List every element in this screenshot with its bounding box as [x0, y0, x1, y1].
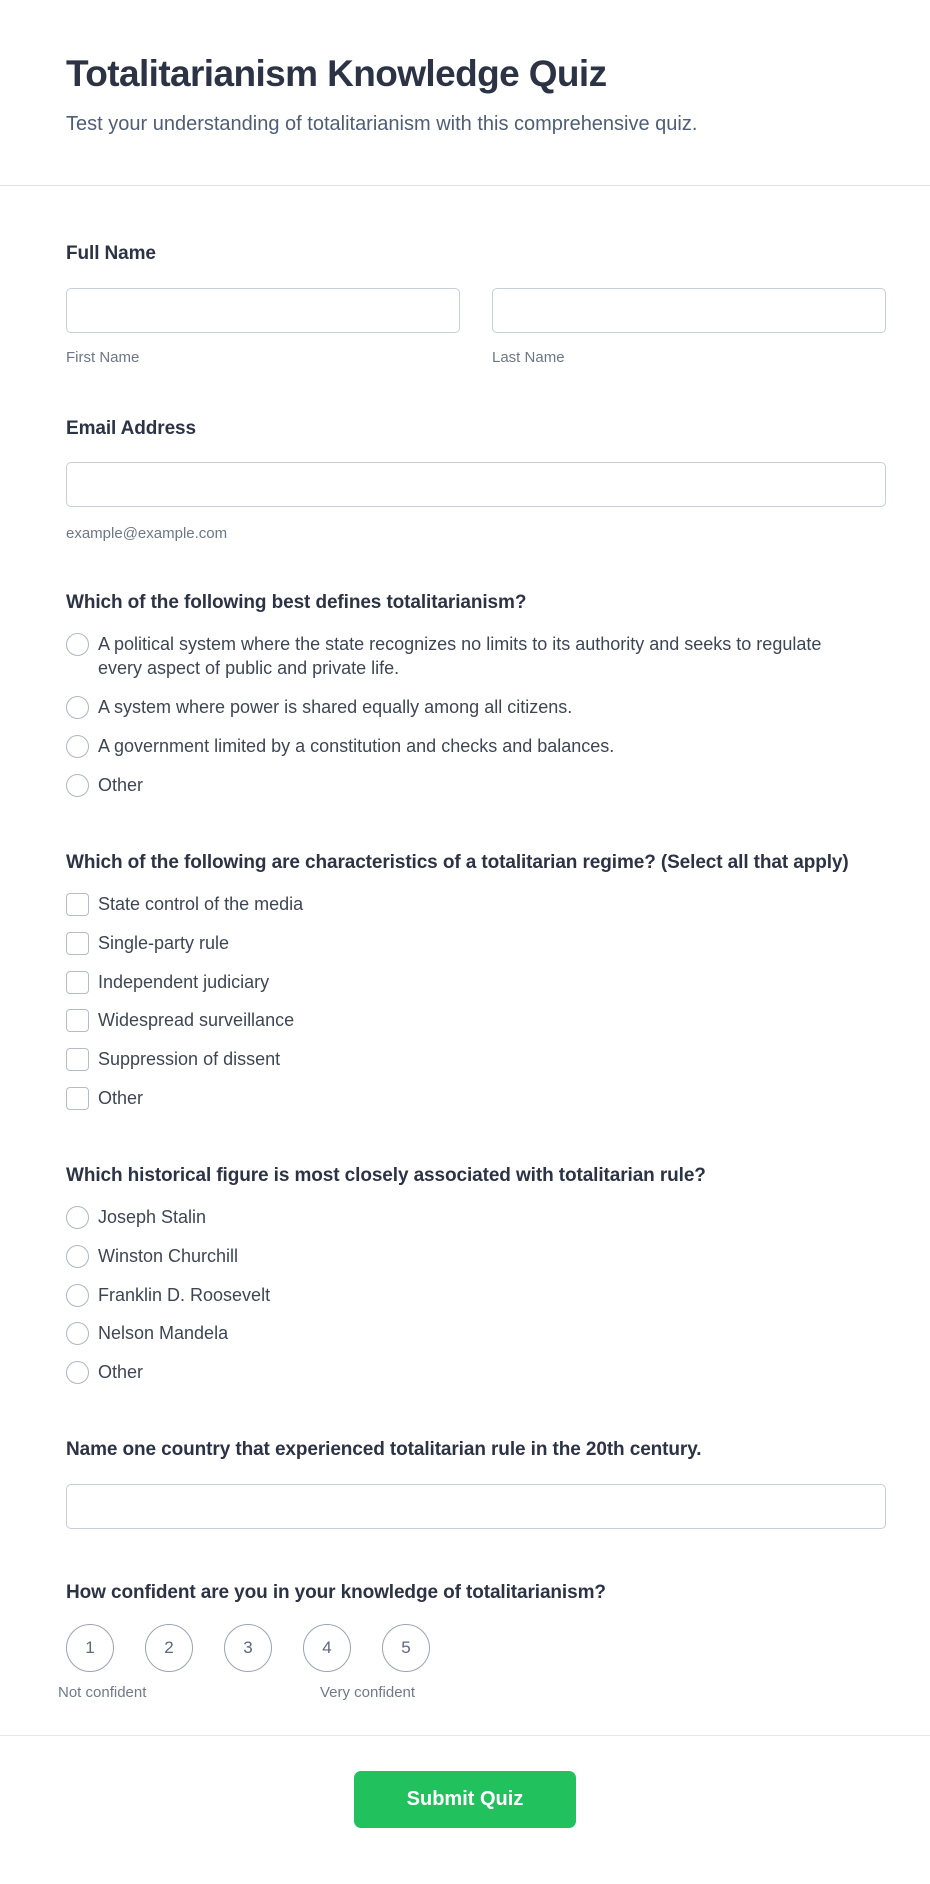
scale-option-4[interactable]: 4 — [303, 1624, 351, 1672]
option-label[interactable]: Other — [98, 1362, 144, 1383]
checkbox-icon[interactable] — [66, 971, 89, 994]
checkbox-option-row[interactable] — [66, 931, 886, 956]
radio-option-row[interactable] — [66, 632, 886, 682]
checkbox-icon[interactable] — [66, 1048, 89, 1071]
radio-button-icon[interactable] — [66, 735, 89, 758]
radio-group — [66, 1205, 886, 1385]
question-label: How confident are you in your knowledge of totalitarianism? — [66, 1582, 606, 1604]
last-name-sublabel: Last Name — [492, 349, 565, 367]
option-label[interactable]: Franklin D. Roosevelt — [98, 1284, 271, 1305]
radio-button-icon[interactable] — [66, 696, 89, 719]
radio-option-row[interactable] — [66, 695, 886, 720]
option-label[interactable]: Winston Churchill — [98, 1245, 239, 1266]
radio-button-icon[interactable] — [66, 1361, 89, 1384]
question-historical-figure — [66, 1163, 886, 1385]
option-label[interactable]: A political system where the state recognizes no limits to its authority and seeks to regulate every aspect of public and private life. — [98, 633, 822, 679]
radio-button-icon[interactable] — [66, 1206, 89, 1229]
scale-option-5[interactable]: 5 — [382, 1624, 430, 1672]
country-input[interactable] — [66, 1484, 886, 1529]
full-name-label: Full Name — [66, 243, 156, 265]
question-country — [66, 1437, 886, 1529]
checkbox-icon[interactable] — [66, 1009, 89, 1032]
option-label[interactable]: Single-party rule — [98, 932, 230, 953]
radio-option-row[interactable] — [66, 734, 886, 759]
option-label[interactable]: Nelson Mandela — [98, 1323, 229, 1344]
radio-option-row[interactable] — [66, 1244, 886, 1269]
question-label: Which of the following are characteristics of a totalitarian regime? (Select all that apply) — [66, 851, 849, 873]
option-label[interactable]: A government limited by a constitution and checks and balances. — [98, 736, 615, 757]
option-label[interactable]: Suppression of dissent — [98, 1049, 281, 1070]
quiz-form-body — [0, 186, 930, 1702]
radio-option-row[interactable] — [66, 773, 886, 798]
last-name-input[interactable] — [492, 288, 886, 333]
option-label[interactable]: Widespread surveillance — [98, 1010, 295, 1031]
first-name-input[interactable] — [66, 288, 460, 333]
question-define-totalitarianism — [66, 590, 886, 798]
checkbox-icon[interactable] — [66, 893, 89, 916]
option-label[interactable]: Other — [98, 1087, 144, 1108]
checkbox-option-row[interactable] — [66, 970, 886, 995]
checkbox-option-row[interactable] — [66, 1047, 886, 1072]
scale-option-2[interactable]: 2 — [145, 1624, 193, 1672]
page-title: Totalitarianism Knowledge Quiz — [66, 53, 607, 94]
last-name-group — [492, 288, 886, 366]
radio-button-icon[interactable] — [66, 774, 89, 797]
checkbox-option-row[interactable] — [66, 892, 886, 917]
field-email — [66, 416, 886, 541]
radio-option-row[interactable] — [66, 1283, 886, 1308]
radio-button-icon[interactable] — [66, 1245, 89, 1268]
scale-option-3[interactable]: 3 — [224, 1624, 272, 1672]
checkbox-option-row[interactable] — [66, 1008, 886, 1033]
checkbox-icon[interactable] — [66, 1087, 89, 1110]
radio-group — [66, 632, 886, 798]
question-confidence-scale — [58, 1580, 886, 1702]
radio-option-row[interactable] — [66, 1321, 886, 1346]
option-label[interactable]: Joseph Stalin — [98, 1206, 207, 1227]
submit-button[interactable]: Submit Quiz — [354, 1771, 576, 1828]
option-label[interactable]: A system where power is shared equally among all citizens. — [98, 697, 573, 718]
question-label: Which of the following best defines totalitarianism? — [66, 591, 527, 613]
checkbox-option-row[interactable] — [66, 1086, 886, 1111]
scale-min-label: Not confident — [58, 1684, 147, 1702]
scale-endpoint-labels — [58, 1684, 886, 1702]
email-helper: example@example.com — [66, 524, 228, 542]
radio-button-icon[interactable] — [66, 1284, 89, 1307]
confidence-scale — [66, 1624, 886, 1672]
form-footer — [0, 1736, 930, 1884]
scale-option-1[interactable]: 1 — [66, 1624, 114, 1672]
radio-option-row[interactable] — [66, 1360, 886, 1385]
option-label[interactable]: Other — [98, 774, 144, 795]
question-label: Name one country that experienced totalitarian rule in the 20th century. — [66, 1439, 702, 1461]
first-name-group — [66, 288, 460, 366]
radio-button-icon[interactable] — [66, 1322, 89, 1345]
radio-button-icon[interactable] — [66, 633, 89, 656]
radio-option-row[interactable] — [66, 1205, 886, 1230]
email-label: Email Address — [66, 418, 196, 440]
first-name-sublabel: First Name — [66, 349, 140, 367]
checkbox-group — [66, 892, 886, 1111]
email-input[interactable] — [66, 462, 886, 507]
question-label: Which historical figure is most closely associated with totalitarian rule? — [66, 1164, 706, 1186]
field-full-name — [66, 241, 886, 366]
option-label[interactable]: Independent judiciary — [98, 971, 270, 992]
checkbox-icon[interactable] — [66, 932, 89, 955]
name-inputs-row — [66, 288, 886, 366]
option-label[interactable]: State control of the media — [98, 893, 304, 914]
page-subtitle: Test your understanding of totalitarianism with this comprehensive quiz. — [66, 113, 698, 136]
scale-max-label: Very confident — [320, 1684, 416, 1702]
form-header — [0, 0, 930, 138]
question-regime-characteristics — [66, 850, 886, 1111]
